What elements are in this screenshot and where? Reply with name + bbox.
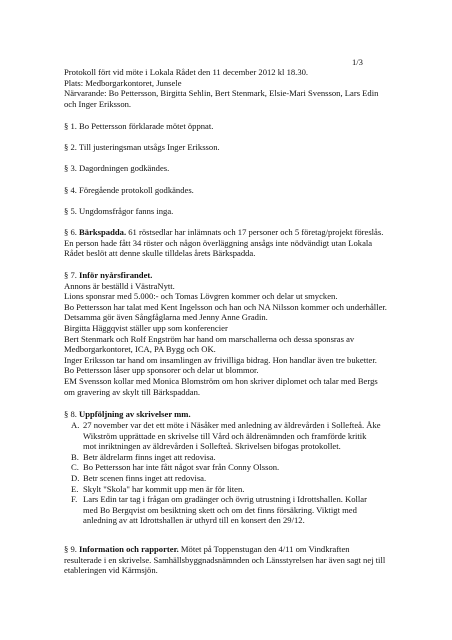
paragraph-line: Bo Pettersson har talat med Kent Ingelsson och han och NA Nilsson kommer och underhåller. <box>64 301 387 312</box>
header-line: Närvarande: Bo Pettersson, Birgitta Sehlin, Bert Stenmark, Elsie-Mari Svensson, Lars Edin <box>64 88 379 99</box>
section-number: § 7. <box>64 270 80 280</box>
section-number: § 6. <box>64 227 80 237</box>
list-item <box>64 452 394 463</box>
paragraph-line <box>64 544 394 555</box>
list-item-line: Bo Pettersson har inte fått något svar från Conny Olsson. <box>83 462 280 473</box>
section-number: § 9. <box>64 544 80 554</box>
paragraph-line <box>64 227 394 238</box>
paragraph-line: Rådet beslöt att denne skulle tilldelas årets Bärkspadda. <box>64 248 256 259</box>
paragraph-line: Inger Eriksson tar hand om insamlingen av frivilliga bidrag. Hon handlar även tre buketter. <box>64 354 377 365</box>
paragraph-line: Annons är beställd i VästraNytt. <box>64 280 175 291</box>
list-marker: D. <box>71 472 80 483</box>
list-item <box>64 494 394 526</box>
paragraph-3: § 3. Dagordningen godkändes. <box>64 163 170 173</box>
section-text: Mötet på Toppenstugan den 4/11 om Vindkraften <box>178 544 350 554</box>
header-line: Plats: Medborgarkontoret, Junsele <box>64 77 182 88</box>
section-text: 61 röstsedlar har inlämnats och 17 personer och 5 företag/projekt föreslås. <box>126 227 384 237</box>
section-number: § 8. <box>64 409 80 419</box>
section-title: Information och rapporter. <box>79 544 179 554</box>
paragraph-line: Bert Stenmark och Rolf Engström har hand om marschallerna och dessa sponsras av <box>64 333 355 344</box>
paragraph-line: EM Svensson kollar med Monica Blomström om hon skriver diplomet och talar med Bergs <box>64 375 378 386</box>
section-title: Bärkspadda. <box>79 227 127 237</box>
section-title: Uppföljning av skrivelser mm. <box>79 409 191 419</box>
follow-up-list <box>64 420 394 526</box>
list-item-line: Skylt "Skola" har kommit upp men är för liten. <box>83 483 245 494</box>
paragraph-9 <box>64 544 394 576</box>
paragraph-line: om gravering av skylt till Bärkspaddan. <box>64 386 201 397</box>
header-line: och Inger Eriksson. <box>64 98 132 109</box>
paragraph-2: § 2. Till justeringsman utsågs Inger Eriksson. <box>64 142 220 152</box>
list-item-line: Betr scenen finns inget att redovisa. <box>83 472 207 483</box>
list-marker: B. <box>71 451 79 462</box>
list-item-line: Betr äldrelarm finns inget att redovisa. <box>83 451 216 462</box>
list-item-line: 27 november var det ett möte i Näsåker med anledning av äldrevården i Sollefteå. Åke <box>83 420 381 430</box>
paragraph-6 <box>64 227 394 259</box>
list-marker: C. <box>71 462 79 473</box>
page-number: 1/3 <box>352 57 363 67</box>
paragraph-line <box>64 270 394 281</box>
paragraph-line: Medborgarkontoret, ICA, PA Bygg och OK. <box>64 344 216 355</box>
paragraph-7 <box>64 270 394 397</box>
list-item <box>64 473 394 484</box>
paragraph-line: Lions sponsrar med 5.000:- och Tomas Lövgren kommer och delar ut smycken. <box>64 291 338 302</box>
paragraph-line: Birgitta Häggqvist ställer upp som konferencier <box>64 322 228 333</box>
paragraph-line: Bo Pettersson låser upp sponsorer och delar ut blommor. <box>64 365 259 376</box>
header-line: Protokoll fört vid möte i Lokala Rådet den 11 december 2012 kl 18.30. <box>64 67 309 77</box>
paragraph-4: § 4. Föregående protokoll godkändes. <box>64 185 194 195</box>
paragraph-line: En person hade fått 34 röster och någon överläggning ansågs inte nödvändigt utan Lokala <box>64 237 373 248</box>
paragraph-line: etableringen vid Kärmsjön. <box>64 565 158 576</box>
list-item-line: anledning av att Idrottshallen är uthyrd till en konsert den 29/12. <box>83 515 305 526</box>
list-item <box>64 420 394 452</box>
paragraph-8-heading <box>64 409 394 420</box>
paragraph-line: resulterade i en skrivelse. Samhällsbyggnadsnämnden och Länsstyrelsen har även sagt nej till <box>64 554 386 565</box>
list-marker: F. <box>71 494 78 505</box>
list-item-line: mot inriktningen av äldrevården i Sollefteå. Skrivelsen bifogas protokollet. <box>83 441 341 452</box>
list-item-line: Lars Edin tar tag i frågan om gradänger och övrig utrustning i Idrottshallen. Kollar <box>83 494 367 505</box>
list-item-line: Wikström upprättade en skrivelse till Vård och äldrenämnden och framförde kritik <box>83 430 367 441</box>
list-item <box>64 484 394 495</box>
list-item-line: med Bo Bergqvist om besiktning skett och om det finns försäkring. Viktigt med <box>83 504 357 515</box>
meeting-header <box>64 67 394 109</box>
paragraph-1: § 1. Bo Pettersson förklarade mötet öppnat. <box>64 121 214 131</box>
list-marker: E. <box>71 483 79 494</box>
section-title: Inför nyårsfirandet. <box>79 270 153 280</box>
list-item <box>64 462 394 473</box>
paragraph-5: § 5. Ungdomsfrågor fanns inga. <box>64 206 174 216</box>
paragraph-line: Detsamma gör även Sångfåglarna med Jenny Anne Gradin. <box>64 312 268 323</box>
list-marker: A. <box>71 420 80 430</box>
